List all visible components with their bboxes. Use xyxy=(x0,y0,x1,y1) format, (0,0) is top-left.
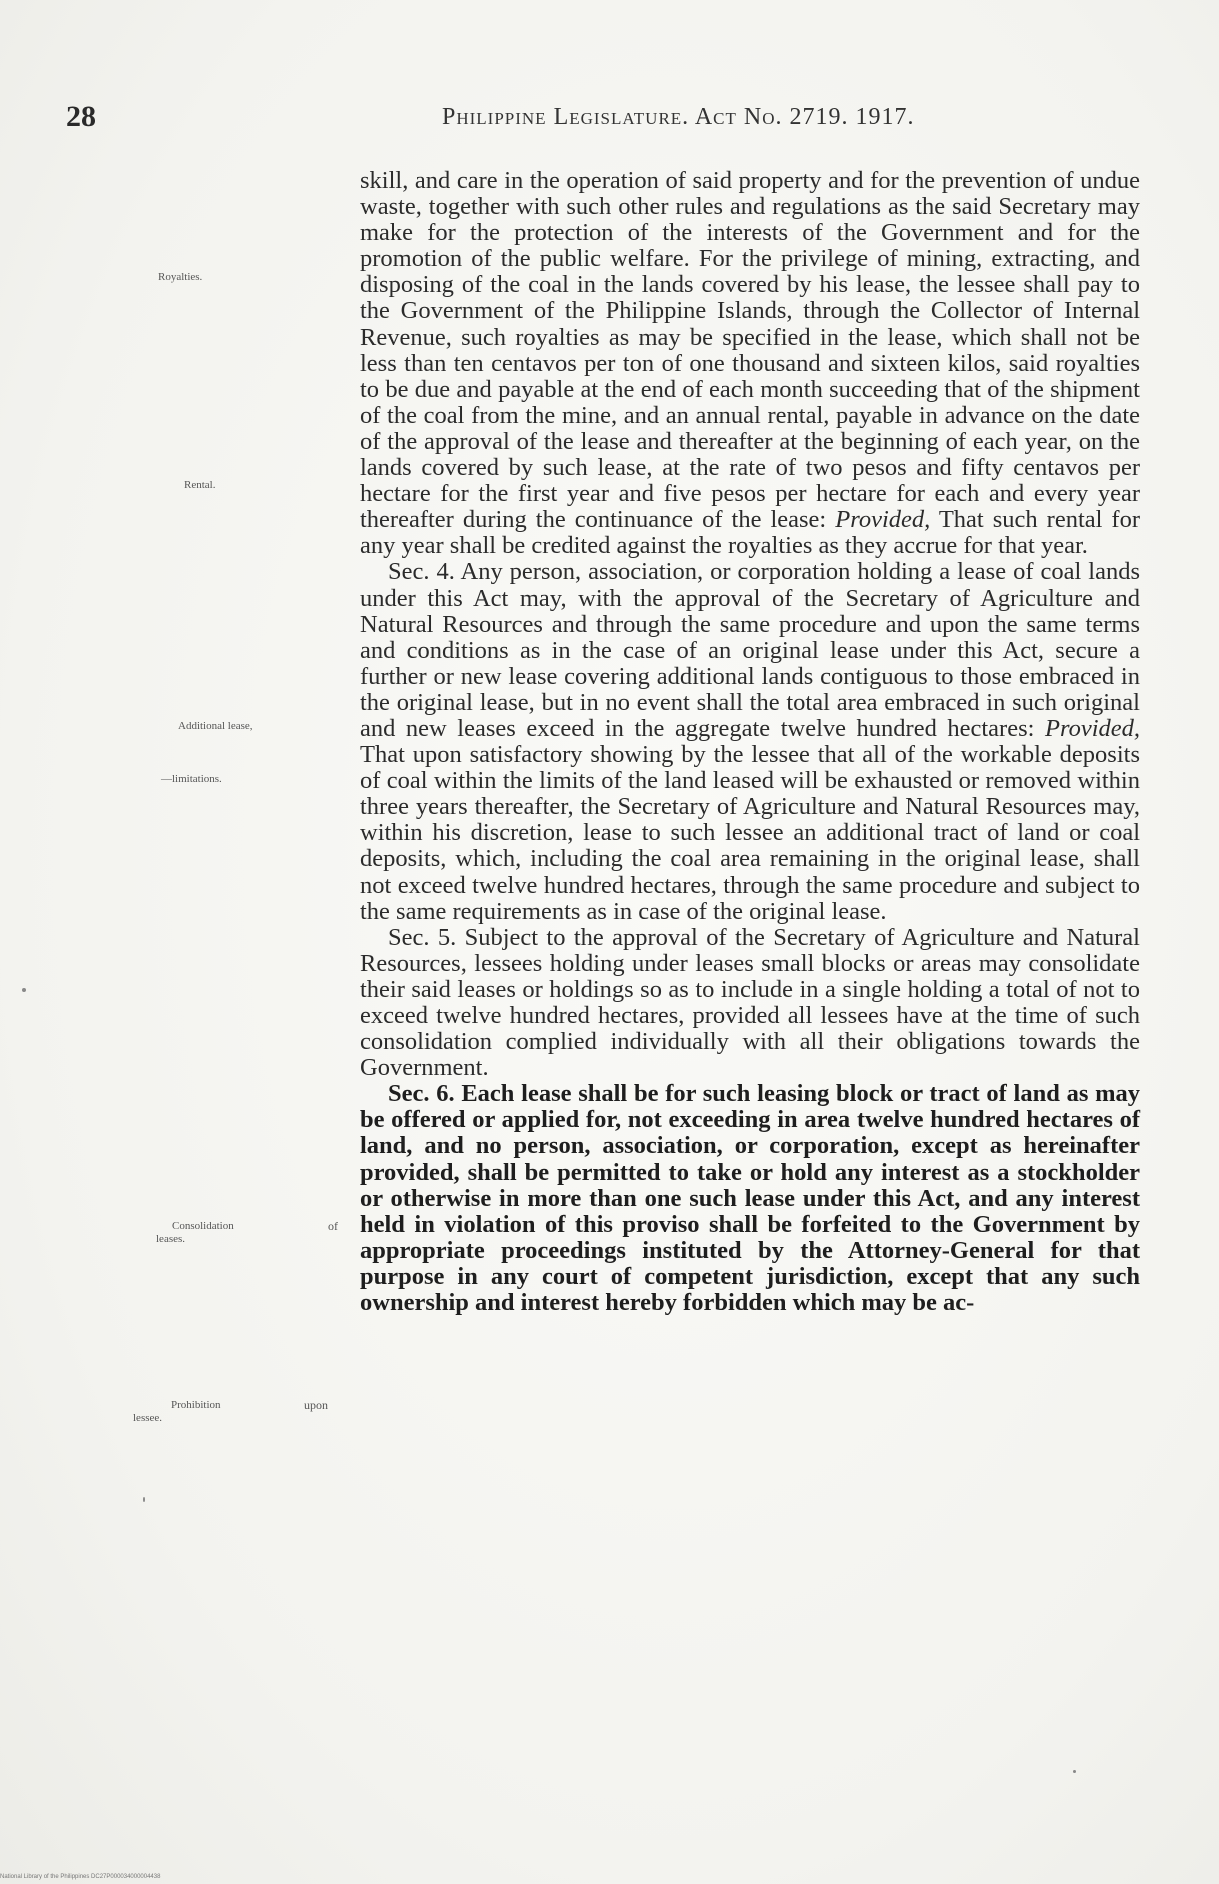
margin-note-consolidation-line2: leases. xyxy=(156,1233,186,1245)
paragraph-text: skill, and care in the operation of said property and for the prevention of undue waste, together with such other rules and regulations as the said Secretary may make for the protection of the interests of the Government and for the promotion of the public welfare. For the privilege of mining, extracting, and disposing of the coal in the lands covered by his lease, the lessee shall pay to the Government of the Philippine Islands, through the Collector of Internal Revenue, such royalties as may be specified in the lease, which shall not be less than ten centavos per ton of one thousand and sixteen kilos, said royalties to be due and payable at the end of each month succeeding that of the shipment of the coal from the mine, and an annual rental, payable in advance on the date of the approval of the lease and thereafter at the beginning of each year, on the lands covered by such lease, at the rate of two pesos and fifty centavos per hectare for the first year and five pesos per hectare for each and every year thereafter during the continuance of the lease: xyxy=(360,167,1140,534)
margin-note-prohibition xyxy=(133,1399,343,1425)
running-head: Philippine Legislature. Act No. 2719. 1917. xyxy=(442,104,915,130)
page-header xyxy=(60,100,1090,140)
margin-note-consolidation-line1: Consolidation xyxy=(172,1220,234,1232)
scan-speck xyxy=(143,1497,145,1502)
margin-note-rental: Rental. xyxy=(184,479,216,491)
margin-note-consolidation-of: of xyxy=(328,1219,338,1233)
section-6: Sec. 6. Each lease shall be for such leasing block or tract of land as may be offered or applied for, not exceeding in area twelve hundred hectares of land, and no person, association, or corporation, except as hereinafter provided, shall be permitted to take or hold any interest as a stockholder or otherwise in more than one such lease under this Act, and any interest held in violation of this proviso shall be forfeited to the Government by appropriate proceedings instituted by the Attorney-General for that purpose in any court of competent jurisdiction, except that any such ownership and interest hereby forbidden which may be ac- xyxy=(360,1080,1140,1317)
section-4 xyxy=(360,559,1140,924)
section-4-text-end: That upon satisfactory showing by the lessee that all of the workable deposits of coal within the limits of the land leased will be exhausted or removed within three years thereafter, the Secretary of Agriculture and Natural Resources may, within his discretion, lease to such lessee an additional tract of land or coal deposits, which, including the coal area remaining in the original lease, shall not exceed twelve hundred hectares, through the same procedure and subject to the same requirements as in case of the original lease. xyxy=(360,741,1140,925)
margin-note-prohibition-upon: upon xyxy=(304,1398,328,1412)
scan-speck xyxy=(22,988,26,992)
section-5: Sec. 5. Subject to the approval of the Secretary of Agriculture and Natural Resources, lessees holding under leases small blocks or areas may consolidate their said leases or holdings so as to include in a single holding a total of not to exceed twelve hundred hectares, provided all lessees have at the time of such consolidation complied individually with all their obligations towards the Government. xyxy=(360,923,1140,1082)
scan-footer: National Library of the Philippines DC27P000034000004438 xyxy=(0,1874,161,1880)
margin-note-prohibition-line2: lessee. xyxy=(133,1412,163,1424)
section-4-text: Sec. 4. Any person, association, or corporation holding a lease of coal lands under this Act may, with the approval of the Secretary of Agriculture and Natural Resources and through the same procedure and upon the same terms and conditions as in the case of an original lease under this Act, secure a further or new lease covering additional lands contiguous to those embraced in the original lease, but in no event shall the total area embraced in such original and new leases exceed in the aggregate twelve hundred hectares: xyxy=(360,558,1140,742)
margin-note-consolidation xyxy=(156,1220,366,1246)
margin-note-royalties: Royalties. xyxy=(158,271,203,283)
margin-note-limitations: —limitations. xyxy=(161,773,222,785)
margin-note-additional-lease: Additional lease, xyxy=(178,720,253,732)
body-text xyxy=(360,168,1140,1316)
scan-speck xyxy=(1073,1770,1076,1773)
proviso-label: Provided, xyxy=(835,506,931,534)
paragraph-royalties-rental xyxy=(360,168,1140,559)
proviso-label: Provided, xyxy=(1044,714,1141,742)
page-number: 28 xyxy=(66,100,96,133)
paragraph-text-end: That such rental for any year shall be credited against the royalties as they accrue for that year. xyxy=(360,506,1140,560)
margin-note-prohibition-line1: Prohibition xyxy=(171,1399,221,1411)
